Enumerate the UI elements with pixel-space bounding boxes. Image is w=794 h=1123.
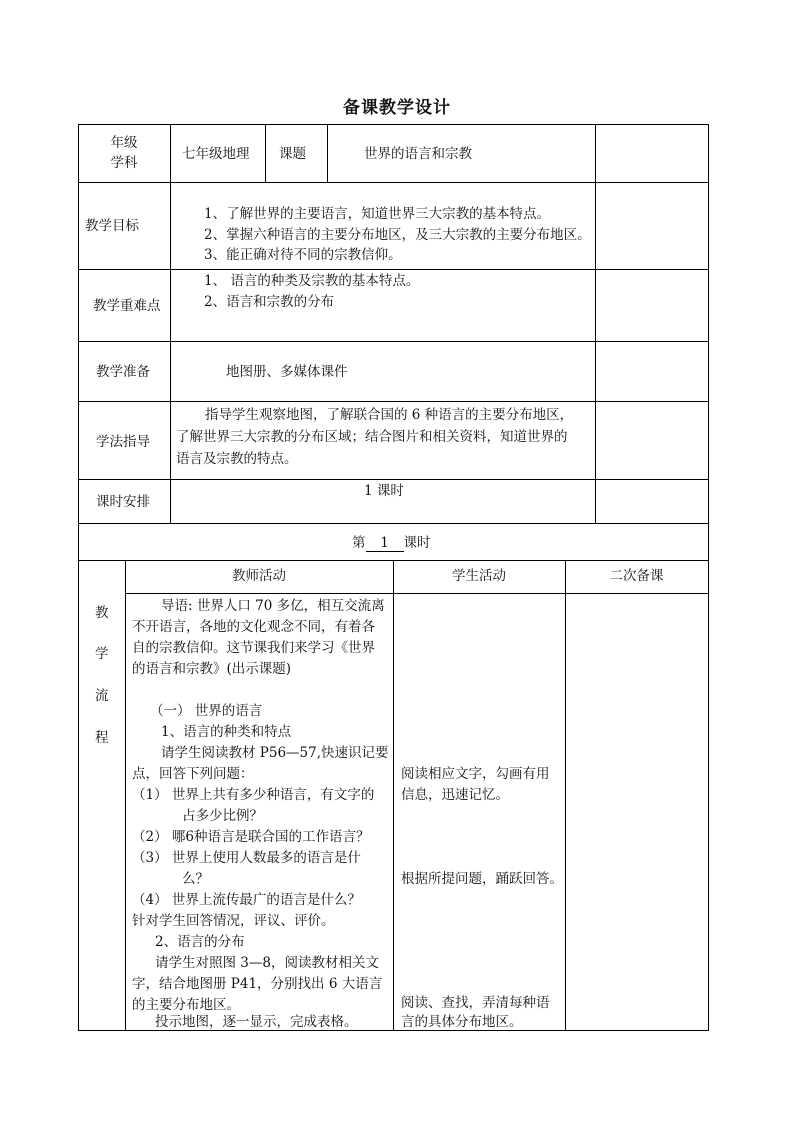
teacher-line: 针对学生回答情况，评议、评价。 xyxy=(132,913,335,929)
method-label: 学法指导 xyxy=(96,434,150,450)
schedule-label: 课时安排 xyxy=(96,494,150,510)
grade-label: 年级 学科 xyxy=(110,135,138,171)
teacher-line: 么？ xyxy=(182,871,209,887)
teacher-line: 请学生阅读教材 P56—57,快速识记要 xyxy=(161,745,389,761)
key-point-2: 2、语言和宗教的分布 xyxy=(204,294,335,310)
teacher-line: 请学生对照图 3—8，阅读教材相关文 xyxy=(155,955,379,971)
col-student-header: 学生活动 xyxy=(452,568,506,584)
topic-value: 世界的语言和宗教 xyxy=(364,146,472,162)
goal-item-1: 1、了解世界的主要语言，知道世界三大宗教的基本特点。 xyxy=(204,206,551,222)
method-line-2: 了解世界三大宗教的分布区域；结合图片和相关资料，知道世界的 xyxy=(176,429,568,445)
preparation-value: 地图册、多媒体课件 xyxy=(226,364,348,380)
student-line: 阅读、查找，弄清每种语 xyxy=(401,995,550,1011)
teacher-line: 2、语言的分布 xyxy=(155,934,245,950)
teacher-line: （4） 世界上流传最广的语言是什么？ xyxy=(132,892,361,908)
page-title: 备课教学设计 xyxy=(343,98,451,118)
preparation-label: 教学准备 xyxy=(96,364,150,380)
col-teacher-header: 教师活动 xyxy=(232,568,286,584)
goal-item-2: 2、掌握六种语言的主要分布地区，及三大宗教的主要分布地区。 xyxy=(204,227,591,243)
process-side-2: 学 xyxy=(95,646,109,662)
lesson-number-line: 第 1 课时 xyxy=(352,535,431,551)
col-second-header: 二次备课 xyxy=(609,568,664,584)
teacher-line: 投示地图，逐一显示，完成表格。 xyxy=(155,1014,358,1030)
teacher-line: 占多少比例？ xyxy=(182,808,263,824)
student-line: 阅读相应文字，勾画有用 xyxy=(401,766,550,782)
topic-label: 课题 xyxy=(279,146,306,162)
process-side-3: 流 xyxy=(95,688,109,704)
teacher-line: 字，结合地图册 P41，分别找出 6 大语言 xyxy=(132,976,383,992)
teacher-line: （2） 哪6种语言是联合国的工作语言？ xyxy=(132,829,370,845)
goal-item-3: 3、能正确对待不同的宗教信仰。 xyxy=(204,247,402,263)
method-line-3: 语言及宗教的特点。 xyxy=(176,451,298,467)
student-line: 言的具体分布地区。 xyxy=(401,1014,523,1030)
student-line: 信息，迅速记忆。 xyxy=(401,787,509,803)
teacher-line: 点，回答下列问题： xyxy=(132,766,254,782)
goals-label: 教学目标 xyxy=(85,218,139,234)
method-line-1: 指导学生观察地图，了解联合国的 6 种语言的主要分布地区， xyxy=(205,407,574,423)
student-line: 根据所提问题，踊跃回答。 xyxy=(401,871,563,887)
key-points-label: 教学重难点 xyxy=(93,298,161,314)
process-side-1: 教 xyxy=(95,605,109,621)
teacher-line: （一） 世界的语言 xyxy=(150,703,263,719)
teacher-line: 的主要分布地区。 xyxy=(132,997,240,1013)
process-side-4: 程 xyxy=(95,730,109,746)
grade-value: 七年级地理 xyxy=(182,146,250,162)
schedule-value: 1 课时 xyxy=(364,483,404,499)
teacher-line: 导语: 世界人口 70 多亿，相互交流离 xyxy=(161,598,385,614)
teacher-line: 的语言和宗教》(出示课题) xyxy=(132,661,292,677)
teacher-line: （1） 世界上共有多少种语言，有文字的 xyxy=(132,787,375,803)
teacher-line: 1、语言的种类和特点 xyxy=(161,724,292,740)
teacher-line: （3） 世界上使用人数最多的语言是什 xyxy=(132,850,361,866)
key-point-1: 1、 语言的种类及宗教的基本特点。 xyxy=(204,273,420,289)
teacher-line: 不开语言，各地的文化观念不同，有着各 xyxy=(132,619,375,635)
teacher-line: 自的宗教信仰。这节课我们来学习《世界 xyxy=(132,640,375,656)
